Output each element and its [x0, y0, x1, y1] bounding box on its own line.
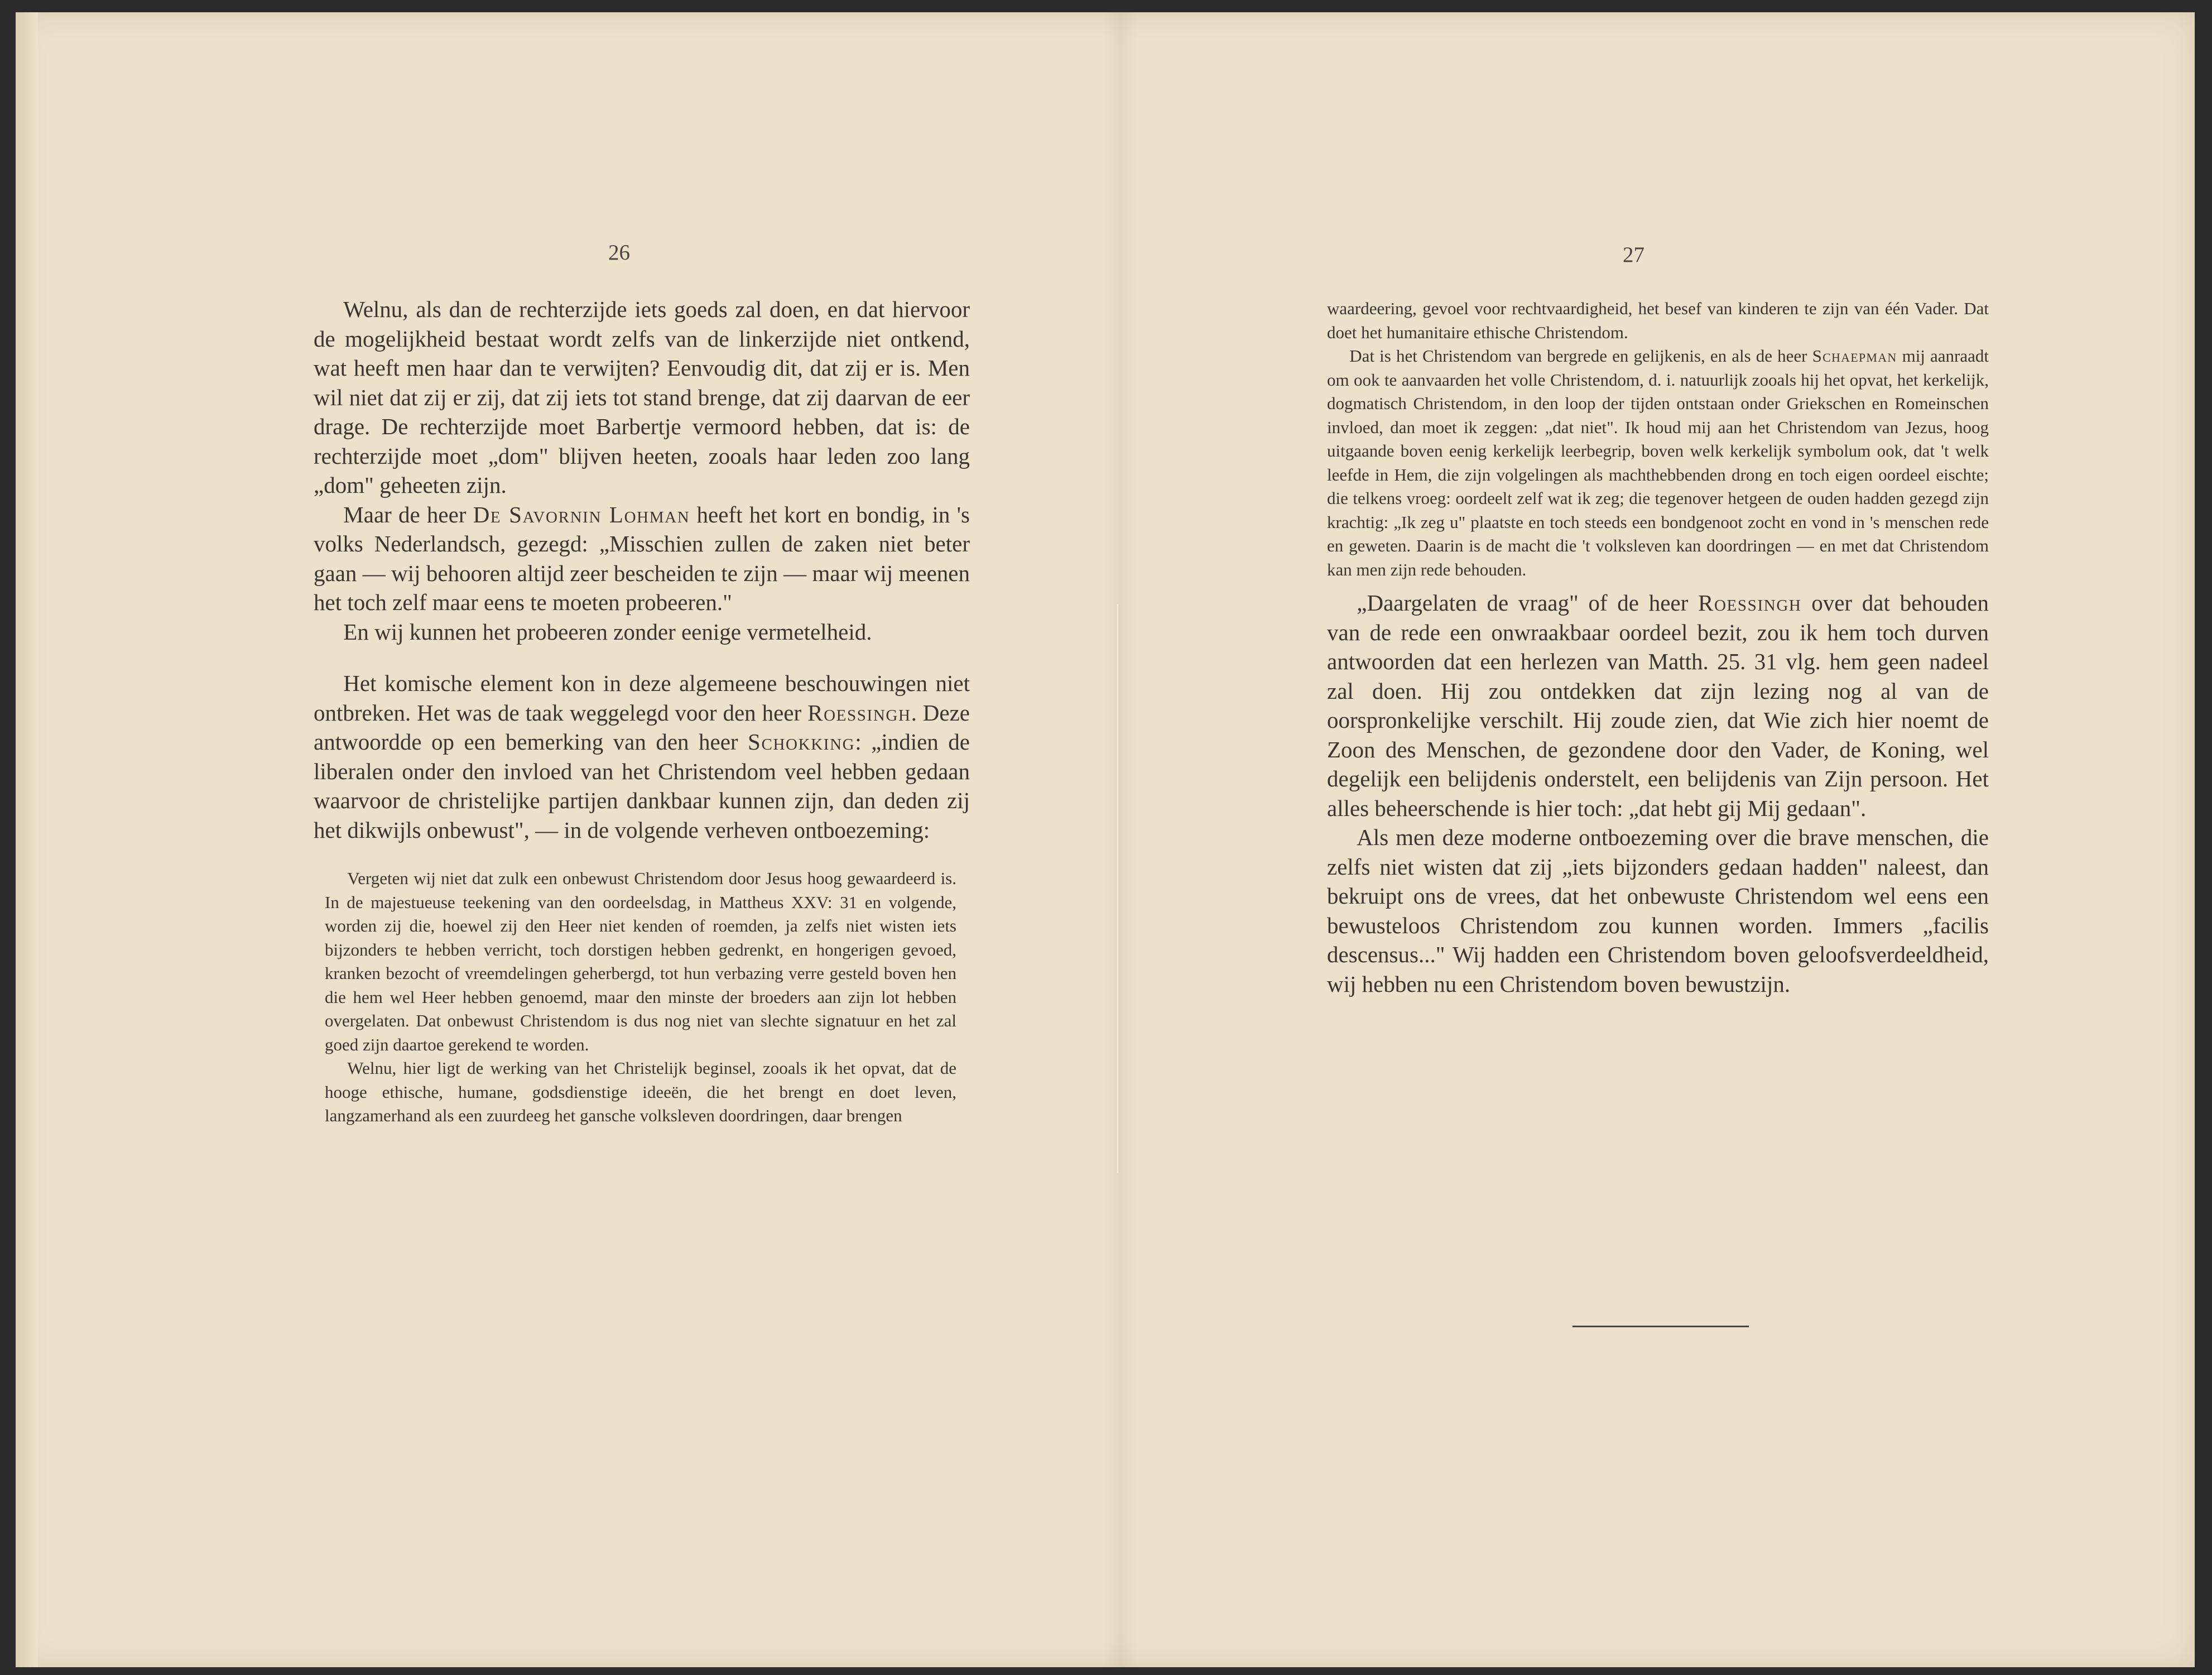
page-number: 26 [608, 241, 630, 265]
right-text-column [1327, 297, 1989, 999]
paragraph: Welnu, als dan de rechterzijde iets goeds zal doen, en dat hiervoor de mogelijkheid bestaat wordt zelfs van de linkerzijde niet ontkend, wat heeft men haar dan te verwijten? Eenvoudig dit, dat zij er is. Men wil niet dat zij er zij, dat zij iets tot stand brenge, dat zij daarvan de eer drage. De rechterzijde moet Barbertje vermoord hebben, dat is: de rechterzijde moet „dom" blijven heeten, zooals haar leden zoo lang „dom" geheeten zijn. [314, 296, 970, 498]
quote-paragraph: Vergeten wij niet dat zulk een onbewust Christendom door Jesus hoog gewaardeerd is. In de majestueuse teekening van den oordeelsdag, in Mattheus XXV: 31 en volgende, worden zij die, hoewel zij den Heer niet kenden of roemden, ja zelfs niet wisten iets bijzonders te hebben verricht, toch dorstigen hebben gedrenkt, en hongerigen gevoed, kranken bezocht of vreemdelingen geherbergd, tot hun verbazing verre gesteld boven hen die hem wel Heer hebben genoemd, maar den minste der broeders aan zijn lot hebben overgelaten. Dat onbewust Christendom is dus nog niet van slechte signatuur en het zal goed zijn daartoe gerekend te worden. [325, 868, 956, 1054]
right-page [16, 12, 2195, 1667]
person-name: Roessingh [807, 699, 911, 726]
paragraph: Het komische element kon in deze algemeene beschouwingen niet ontbreken. Het was de taak weggelegd voor den heer Roessingh. Deze antwoordde op een bemerking van den heer Schokking: „indien de liberalen onder den invloed van het Christendom veel hebben gedaan waarvoor de christelijke partijen dankbaar kunnen zijn, dan deden zij het dikwijls onbewust", — in de volgende verheven ontboezeming: [314, 670, 970, 843]
book-spread [16, 12, 2195, 1667]
page-number: 27 [1623, 243, 1644, 267]
person-name: Schokking [748, 729, 855, 755]
body-text [1327, 588, 1989, 999]
quote-paragraph: Dat is het Christendom van bergrede en gelijkenis, en als de heer Schaepman mij aanraadt om ook te aanvaarden het volle Christendom, d. i. natuurlijk zooals hij het opvat, het kerkelijk, dogmatisch Christendom, in den loop der tijden ontstaan onder Griekschen en Romeinschen invloed, dan moet ik zeggen: „dat niet". Ik houd mij aan het Christendom van Jezus, hoog uitgaande boven eenig kerkelijk leerbegrip, boven welk kerkelijk symbolum ook, dat 't welk leefde in Hem, die zijn volgelingen als machthebbenden drong en toch eigen oordeel eischte; die telkens vroeg: oordeelt zelf wat ik zeg; die tegenover hetgeen de ouden hadden gezegd zijn krachtig: „Ik zeg u" plaatste en toch steeds een bondgenoot zocht en vond in 's menschen rede en geweten. Daarin is de macht die 't volksleven kan doordringen — en met dat Christendom kan men zijn rede behouden. [1327, 346, 1989, 579]
block-quote [1327, 297, 1989, 582]
paragraph: „Daargelaten de vraag" of de heer Roessingh over dat behouden van de rede een onwraakbaar oordeel bezit, zou ik hem toch durven antwoorden dat een herlezen van Matth. 25. 31 vlg. hem geen nadeel zal doen. Hij zou ontdekken dat zijn lezing nog al van de oorspronkelijke verschilt. Hij zoude zien, dat Wie zich hier noemt de Zoon des Menschen, de gezondene door den Vader, de Koning, wel degelijk een belijdenis onderstelt, een belijdenis van Zijn persoon. Het alles beheerschende is hier toch: „dat hebt gij Mij gedaan". [1327, 590, 1989, 821]
person-name: Schaepman [1812, 346, 1897, 366]
closing-rule [1573, 1326, 1749, 1327]
quote-paragraph: Welnu, hier ligt de werking van het Christelijk beginsel, zooals ik het opvat, dat de hooge ethische, humane, godsdienstige ideeën, die het brengt en doet leven, langzamerhand als een zuurdeeg het gansche volksleven doordringen, daar brengen [325, 1058, 956, 1125]
paragraph: Als men deze moderne ontboezeming over die brave menschen, die zelfs niet wisten dat zij „iets bijzonders gedaan hadden" naleest, dan bekruipt ons de vrees, dat het onbewuste Christendom wel eens een bewusteloos Christendom zou kunnen worden. Immers „facilis descensus..." Wij hadden een Christendom boven geloofsverdeeldheid, wij hebben nu een Christendom boven bewustzijn. [1327, 824, 1989, 997]
person-name: Roessingh [1698, 590, 1802, 616]
quote-paragraph: waardeering, gevoel voor rechtvaardigheid, het besef van kinderen te zijn van één Vader. Dat doet het humanitaire ethische Christendom. [1327, 299, 1989, 342]
person-name: De Savornin Lohman [473, 501, 690, 527]
paragraph: Maar de heer De Savornin Lohman heeft het kort en bondig, in 's volks Nederlandsch, gezegd: „Misschien zullen de zaken niet beter gaan — wij behooren altijd zeer bescheiden te zijn — maar wij meenen het toch zelf maar eens te moeten probeeren." [314, 501, 970, 615]
paragraph: En wij kunnen het probeeren zonder eenige vermetelheid. [343, 618, 872, 645]
